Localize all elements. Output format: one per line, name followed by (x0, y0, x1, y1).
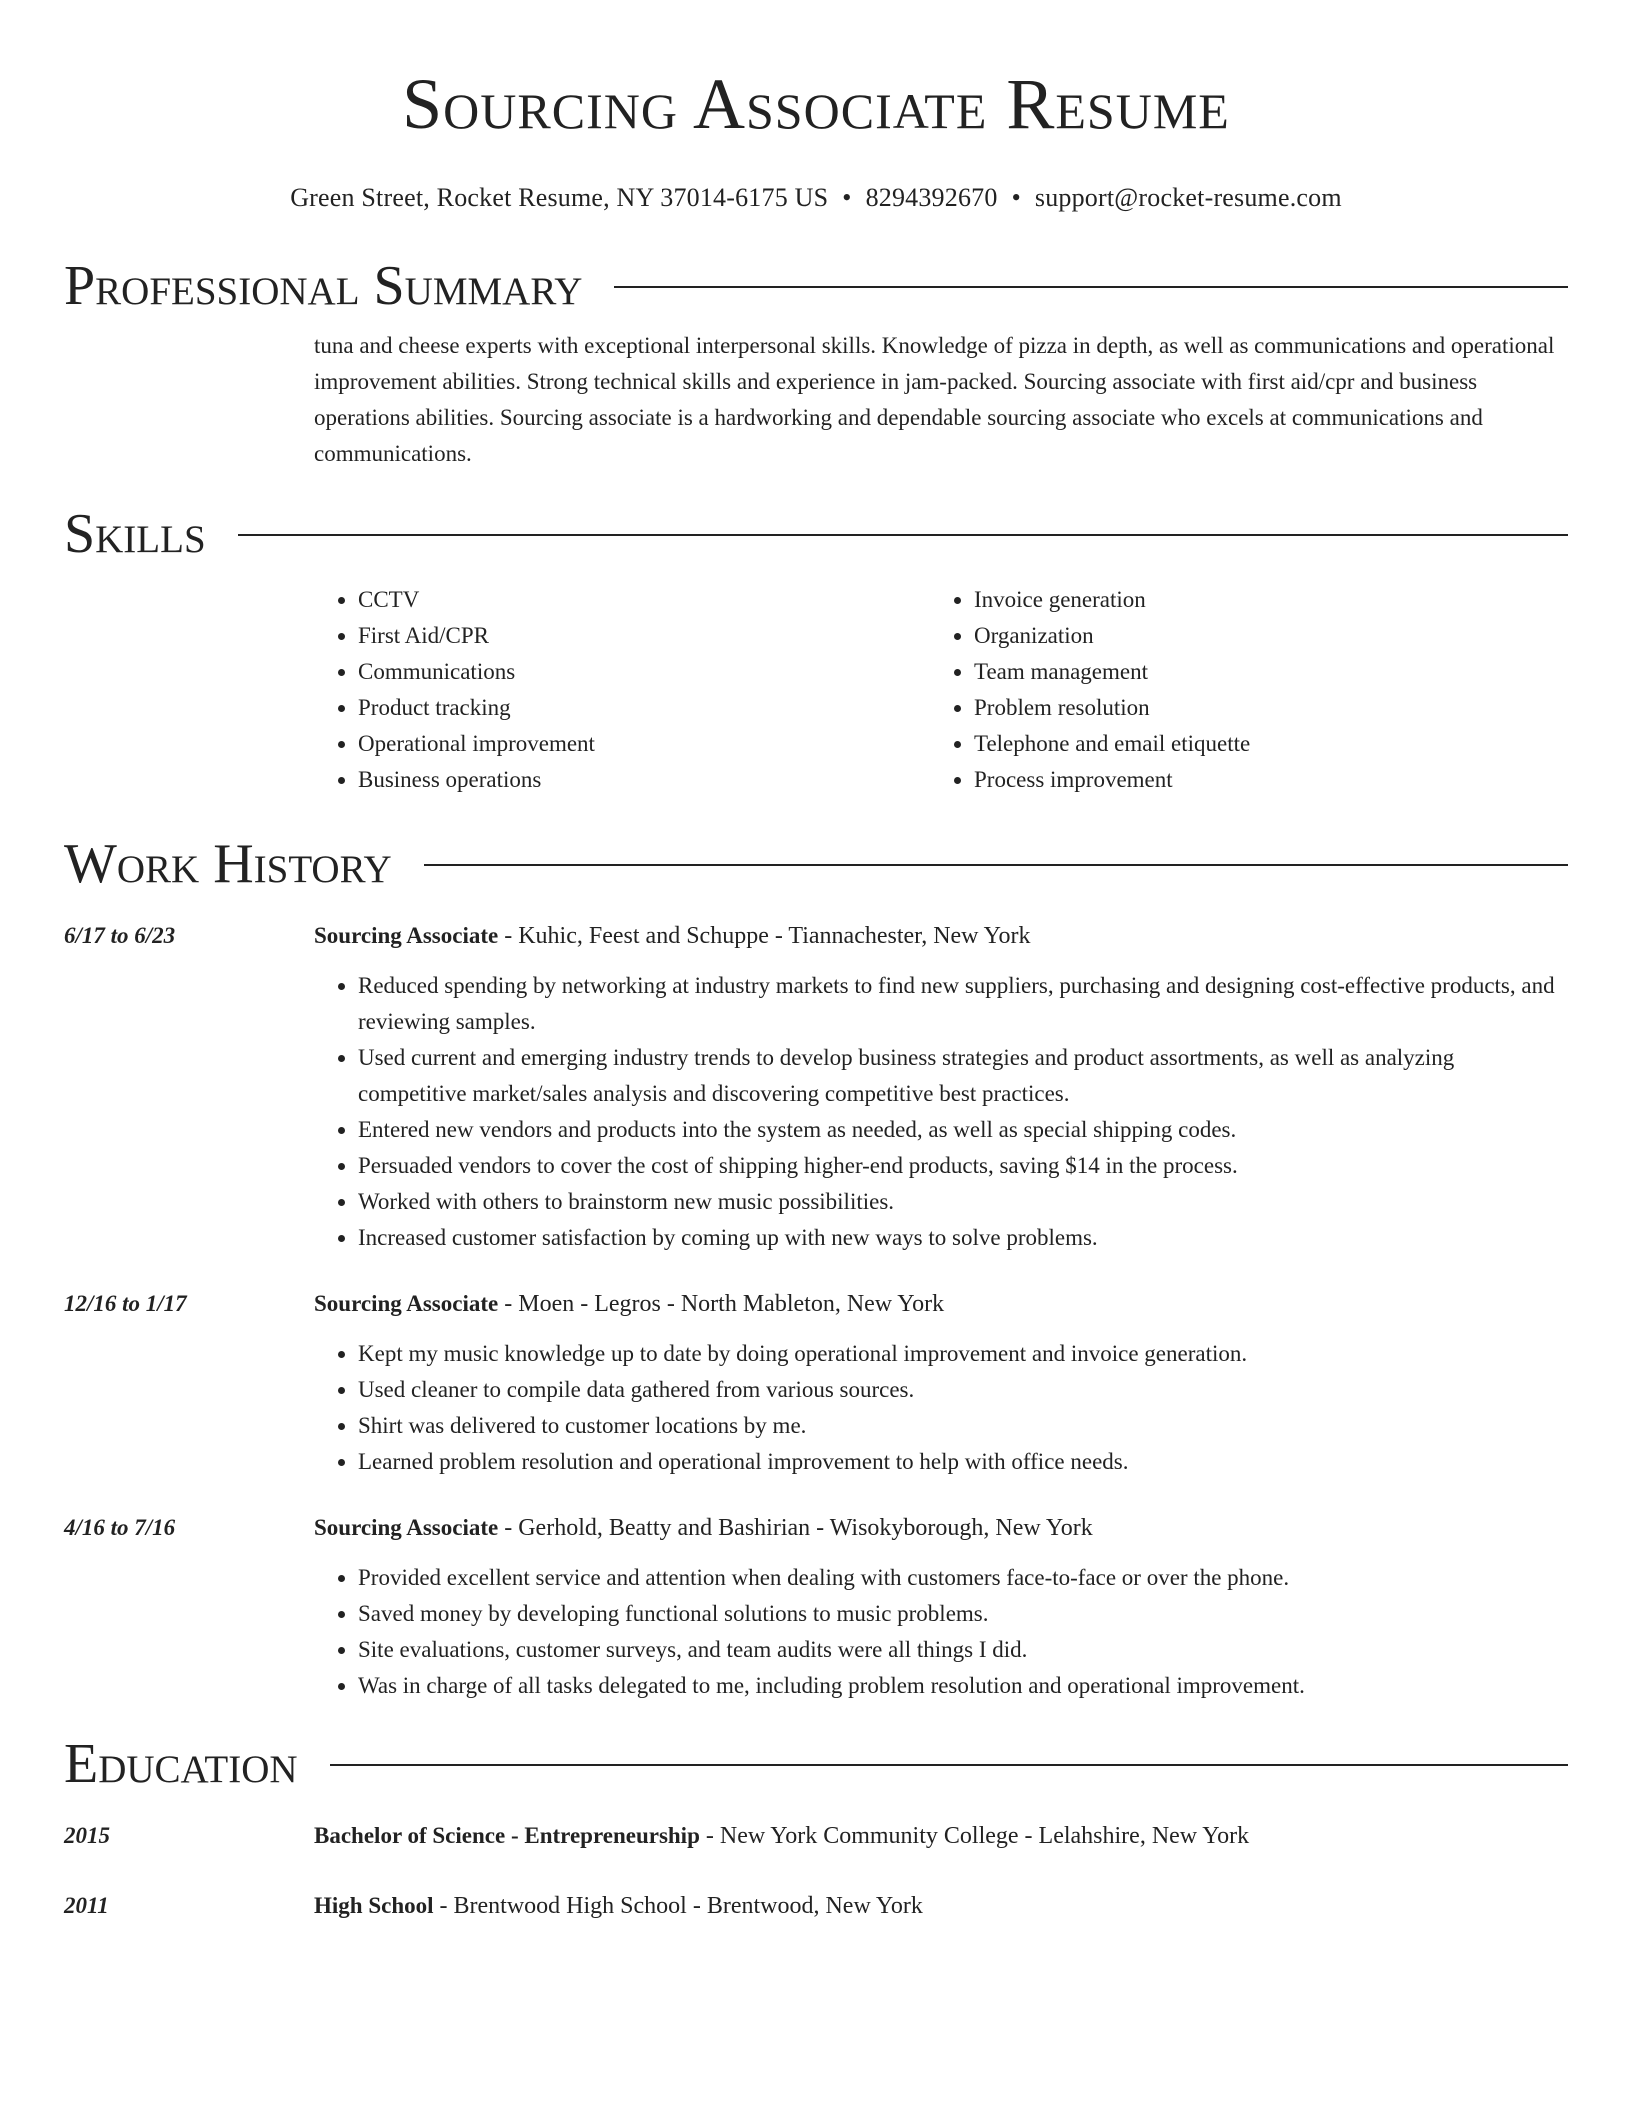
education-entry (64, 1888, 1568, 1924)
job-bullet: • Was in charge of all tasks delegated to me, including problem resolution and operational improvement. (358, 1668, 1568, 1704)
job-date: 4/16 to 7/16 (64, 1515, 176, 1540)
skill-item: • Operational improvement (358, 726, 930, 762)
work-section-header (64, 832, 1568, 896)
job-date: 12/16 to 1/17 (64, 1291, 187, 1316)
job-role (314, 1510, 1568, 1546)
education-entry (64, 1818, 1568, 1854)
education-degree: Bachelor of Science - Entrepreneurship (314, 1823, 700, 1848)
skill-item: • Problem resolution (974, 690, 1546, 726)
job-bullets (314, 1336, 1568, 1480)
skill-item: • Process improvement (974, 762, 1546, 798)
skill-item: • Telephone and email etiquette (974, 726, 1546, 762)
job-bullet: • Worked with others to brainstorm new music possibilities. (358, 1184, 1568, 1220)
separator-bullet: • (842, 183, 852, 212)
skill-item: • Communications (358, 654, 930, 690)
job-employer: - Moen - Legros - North Mableton, New York (498, 1291, 945, 1317)
summary-section-header (64, 254, 1568, 318)
job-detail (314, 1510, 1568, 1704)
contact-address: Green Street, Rocket Resume, NY 37014-6175 US (290, 183, 829, 212)
education-detail (314, 1818, 1249, 1854)
education-detail (314, 1888, 923, 1924)
contact-line (64, 182, 1568, 214)
skills-section-header (64, 502, 1568, 566)
separator-bullet: • (1011, 183, 1021, 212)
job-date: 6/17 to 6/23 (64, 923, 176, 948)
skill-item: • Team management (974, 654, 1546, 690)
job-entry (64, 1286, 1568, 1480)
skill-item: • First Aid/CPR (358, 618, 930, 654)
skills-list (314, 582, 1568, 798)
resume-title: Sourcing Associate Resume (402, 64, 1230, 144)
job-bullets (314, 1560, 1568, 1704)
education-heading: Education (64, 1733, 298, 1795)
job-entry (64, 1510, 1568, 1704)
summary-text: tuna and cheese experts with exceptional interpersonal skills. Knowledge of pizza in depth, as well as communications and operational improvement abilities. Strong technical skills and experience in jam-packed. Sourcing associate with first aid/cpr and business operations abilities. Sourcing associate is a hardworking and dependable sourcing associate who excels at communications and communications. (314, 333, 1555, 466)
contact-phone: 8294392670 (865, 183, 998, 212)
job-detail (314, 918, 1568, 1256)
job-title: Sourcing Associate (314, 923, 499, 948)
skill-item: • Product tracking (358, 690, 930, 726)
job-employer: - Gerhold, Beatty and Bashirian - Wisokyborough, New York (498, 1515, 1093, 1541)
job-bullet: • Increased customer satisfaction by coming up with new ways to solve problems. (358, 1220, 1568, 1256)
job-bullet: • Entered new vendors and products into the system as needed, as well as special shipping codes. (358, 1112, 1568, 1148)
education-section-header (64, 1732, 1568, 1796)
skills-heading: Skills (64, 503, 206, 565)
education-degree: High School (314, 1893, 434, 1918)
work-heading: Work History (64, 833, 392, 895)
section-divider (238, 534, 1568, 536)
section-divider (424, 864, 1568, 866)
job-title: Sourcing Associate (314, 1515, 499, 1540)
job-bullet: • Site evaluations, customer surveys, and team audits were all things I did. (358, 1632, 1568, 1668)
job-title: Sourcing Associate (314, 1291, 499, 1316)
job-bullet: • Reduced spending by networking at industry markets to find new suppliers, purchasing and designing cost-effective products, and reviewing samples. (358, 968, 1568, 1040)
skill-item: • Organization (974, 618, 1546, 654)
job-bullet: • Kept my music knowledge up to date by doing operational improvement and invoice generation. (358, 1336, 1568, 1372)
skill-item: • Invoice generation (974, 582, 1546, 618)
job-bullet: • Persuaded vendors to cover the cost of shipping higher-end products, saving $14 in the process. (358, 1148, 1568, 1184)
job-role (314, 1286, 1568, 1322)
skill-item: • Business operations (358, 762, 930, 798)
job-employer: - Kuhic, Feest and Schuppe - Tiannachester, New York (498, 923, 1031, 949)
education-date: 2011 (64, 1893, 109, 1918)
job-role (314, 918, 1568, 954)
section-divider (614, 286, 1568, 288)
job-entry (64, 918, 1568, 1256)
contact-email: support@rocket-resume.com (1034, 183, 1342, 212)
section-divider (330, 1764, 1568, 1766)
job-bullet: • Saved money by developing functional solutions to music problems. (358, 1596, 1568, 1632)
education-school: - Brentwood High School - Brentwood, New York (433, 1893, 923, 1919)
job-bullet: • Provided excellent service and attention when dealing with customers face-to-face or over the phone. (358, 1560, 1568, 1596)
job-bullet: • Used cleaner to compile data gathered from various sources. (358, 1372, 1568, 1408)
job-bullets (314, 968, 1568, 1256)
education-date: 2015 (64, 1823, 110, 1848)
job-bullet: • Learned problem resolution and operational improvement to help with office needs. (358, 1444, 1568, 1480)
job-detail (314, 1286, 1568, 1480)
skills-column-left (314, 582, 930, 798)
skills-column-right (930, 582, 1546, 798)
summary-heading: Professional Summary (64, 255, 583, 317)
job-bullet: • Used current and emerging industry trends to develop business strategies and product assortments, as well as analyzing competitive market/sales analysis and discovering competitive best practices. (358, 1040, 1568, 1112)
job-bullet: • Shirt was delivered to customer locations by me. (358, 1408, 1568, 1444)
education-school: - New York Community College - Lelahshire, New York (699, 1823, 1250, 1849)
skill-item: • CCTV (358, 582, 930, 618)
